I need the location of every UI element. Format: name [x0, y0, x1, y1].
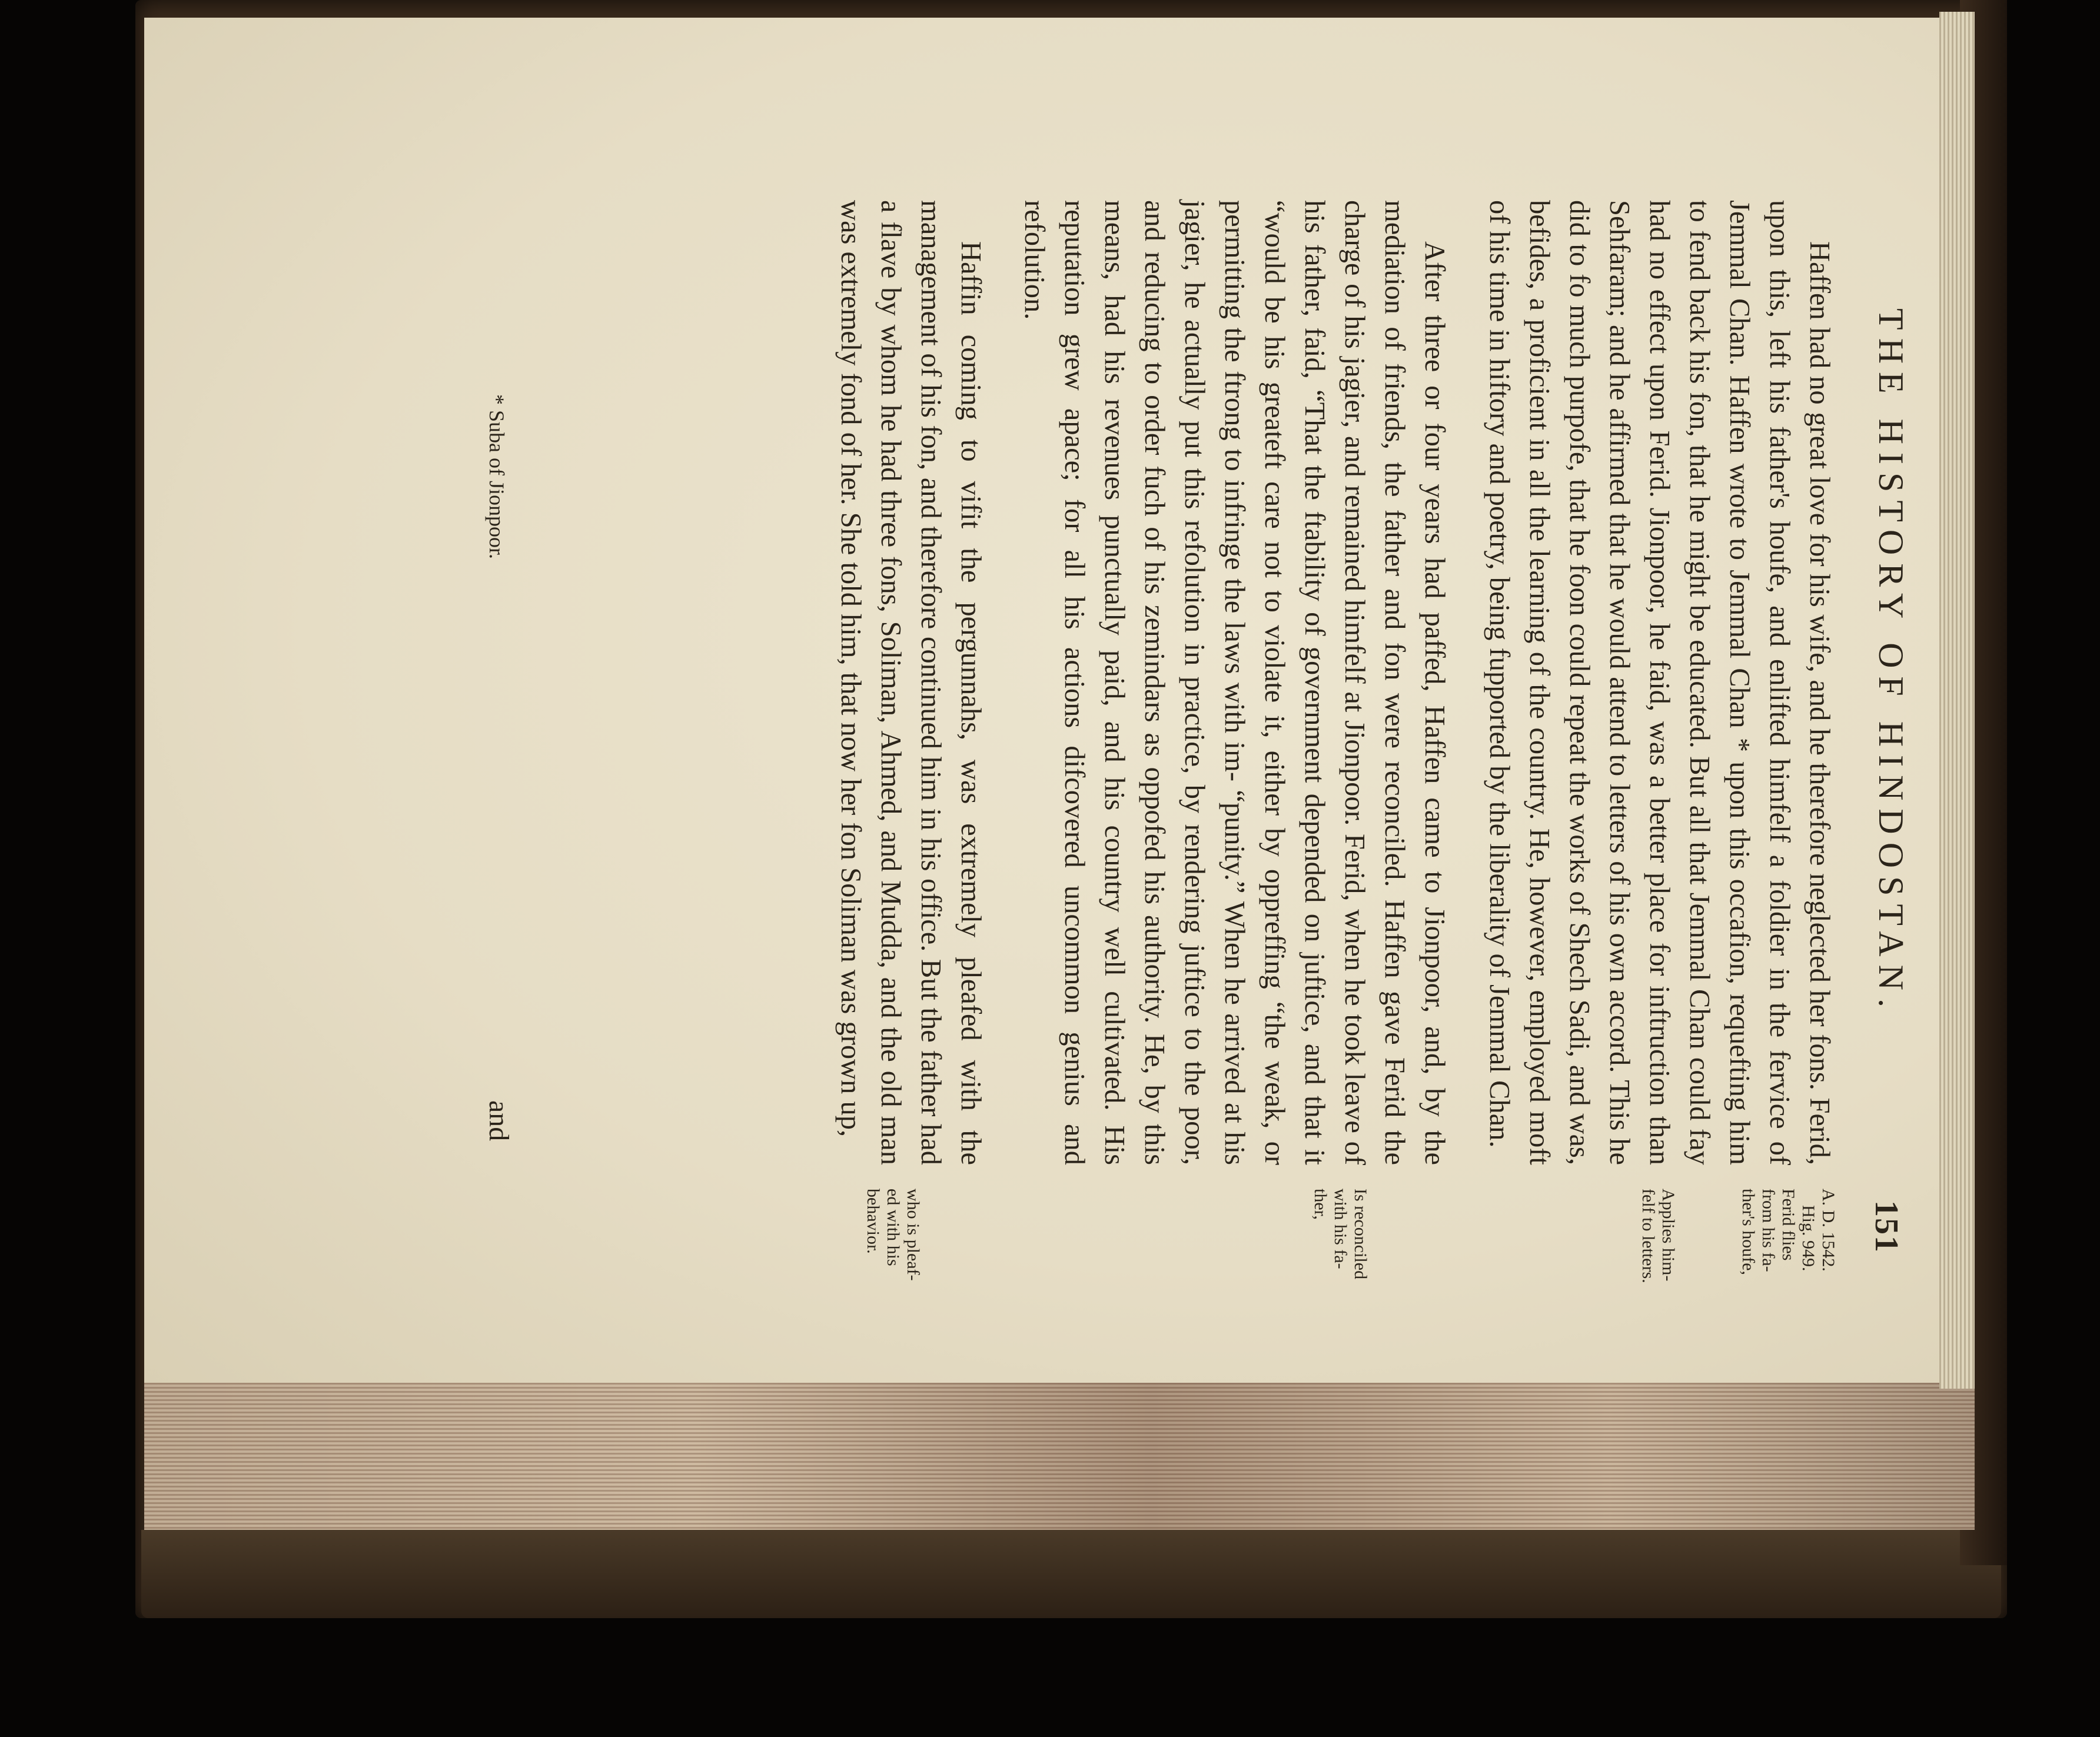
margin-note-line: felf to letters.	[1639, 1189, 1658, 1283]
margin-note-date	[1798, 1189, 1838, 1365]
margin-note-line: behavior.	[863, 1189, 883, 1254]
margin-note-pleased	[863, 1189, 923, 1365]
margin-note-line: Applies him-	[1659, 1189, 1678, 1282]
page-number: 151	[1868, 1200, 1905, 1253]
footnote: * Suba of Jionpoor.	[485, 394, 509, 560]
margin-note-reconciled	[1310, 1189, 1370, 1365]
margin-note-line: A. D. 1542.	[1819, 1189, 1838, 1272]
margin-note-applies	[1638, 1189, 1678, 1365]
margin-note-line: ed with his	[883, 1189, 903, 1266]
catchword: and	[483, 1100, 514, 1142]
margin-note-line: Ferid flies	[1779, 1189, 1798, 1261]
text-column	[807, 200, 1839, 1165]
margin-note-line: from his fa-	[1759, 1189, 1778, 1272]
page-content	[144, 18, 1939, 1383]
paragraph-2: After three or four years had paffed, Haffen came to Jionpoor, and, by the mediation of friends, the father and fon were reconciled. Haffen gave Ferid the charge of his jagier, and remained himfelf at Jionpoor. Ferid, when he took leave of his father, faid, “That the ftability of government depended on juftice, and that it “would be his greateft care not to violate it, either by oppreffing “the weak, or permitting the ftrong to infringe the laws with im- “punity.” When he arrived at his jagier, he actually put this refolution in practice, by rendering juftice to the poor, and reducing to order fuch of his zemindars as oppofed his authority. He, by this means, had his revenues punctually paid, and his country well cultivated. His reputation grew apace; for all his actions difcovered uncommon genius and refolution.	[1019, 200, 1450, 1165]
margin-note-line: Is reconciled	[1351, 1189, 1370, 1280]
margin-note-line: ther,	[1311, 1189, 1330, 1220]
margin-note-ferid-flies	[1738, 1189, 1798, 1365]
margin-note-line: ther's houfe,	[1739, 1189, 1758, 1276]
running-head: THE HISTORY OF HINDOSTAN.	[1872, 308, 1910, 1016]
book-page	[144, 18, 1939, 1383]
page-edges-top	[1939, 12, 1975, 1389]
margin-note-line: Hig. 949.	[1799, 1205, 1818, 1272]
page-edges-fore	[144, 1383, 1975, 1530]
margin-note-line: who is pleaf-	[903, 1189, 923, 1281]
margin-note-line: with his fa-	[1331, 1189, 1350, 1269]
paragraph-1: Haffen had no great love for his wife, and he therefore neglected her fons. Ferid, upon this, left his father's houfe, and enlifted himfelf a foldier in the fervice of Jemmal Chan. Haffen wrote to Jemmal Chan * upon this occafion, requefting him to fend back his fon, that he might be educated. But all that Jemmal Chan could fay had no effect upon Ferid. Jionpoor, he faid, was a better place for inftruction than Sehfaram; and he affirmed that he would attend to letters of his own accord. This he did to fo much purpofe, that he foon could repeat the works of Shech Sadi, and was, befides, a proficient in all the learning of the country. He, however, employed moft of his time in hiftory and poetry, being fupported by the liberality of Jemmal Chan.	[1484, 200, 1835, 1165]
book-board-bottom	[141, 1530, 2001, 1618]
paragraph-3: Haffin coming to vifit the pergunnahs, was extremely pleafed with the management of his fon, and therefore continued him in his office. But the father had a flave by whom he had three fons, Soliman, Ahmed, and Mudda, and the old man was extremely fond of her. She told him, that now her fon Soliman was grown up,	[835, 200, 986, 1165]
